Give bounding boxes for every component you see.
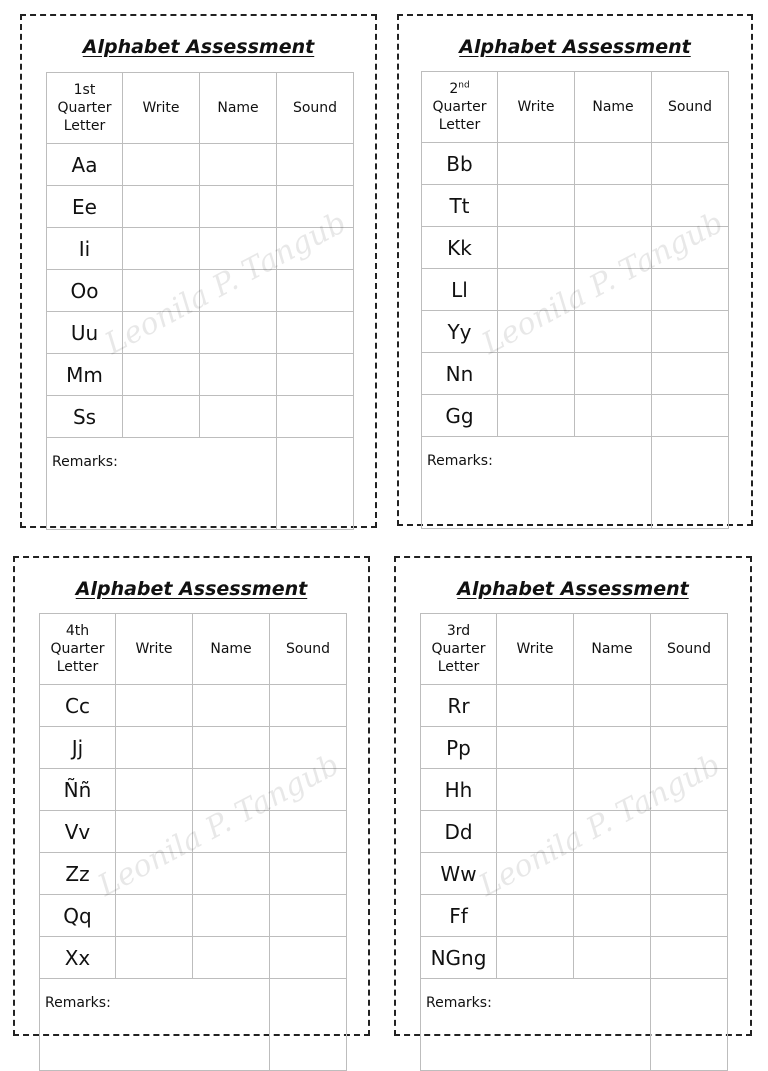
write-answer-cell[interactable]: [123, 396, 200, 438]
assessment-card: [394, 556, 752, 1036]
name-answer-cell[interactable]: [200, 354, 277, 396]
sound-column-header: Sound: [651, 614, 728, 685]
letter-cell: Ll: [422, 269, 498, 311]
watermark: Leonila P. Tangub: [92, 747, 346, 904]
name-answer-cell[interactable]: [574, 769, 651, 811]
letter-row: [421, 937, 728, 979]
sound-answer-cell[interactable]: [651, 769, 728, 811]
letter-cell: Oo: [47, 270, 123, 312]
letter-cell: Vv: [40, 811, 116, 853]
letter-cell: Zz: [40, 853, 116, 895]
sound-answer-cell[interactable]: [270, 769, 347, 811]
quarter-suffix: nd: [458, 80, 470, 91]
sound-answer-cell[interactable]: [652, 269, 729, 311]
write-answer-cell[interactable]: [123, 270, 200, 312]
quarter-letter-header: [421, 614, 497, 685]
letter-cell: Yy: [422, 311, 498, 353]
letter-cell: Mm: [47, 354, 123, 396]
sound-answer-cell[interactable]: [652, 185, 729, 227]
write-answer-cell[interactable]: [116, 685, 193, 727]
letter-cell: Ff: [421, 895, 497, 937]
name-answer-cell[interactable]: [193, 895, 270, 937]
quarter-word: Quarter: [431, 640, 486, 657]
sound-answer-cell[interactable]: [277, 186, 354, 228]
write-column-header: Write: [497, 614, 574, 685]
name-answer-cell[interactable]: [575, 227, 652, 269]
sound-column-header: Sound: [277, 73, 354, 144]
letter-row: [421, 895, 728, 937]
sound-answer-cell[interactable]: [651, 685, 728, 727]
quarter-number: 4th: [65, 622, 90, 639]
letter-cell: Pp: [421, 727, 497, 769]
write-answer-cell[interactable]: [498, 269, 575, 311]
sound-answer-cell[interactable]: [270, 811, 347, 853]
write-answer-cell[interactable]: [116, 937, 193, 979]
remarks-cell[interactable]: [40, 979, 270, 1071]
remarks-extra-cell[interactable]: [652, 437, 729, 529]
letter-cell: Ii: [47, 228, 123, 270]
letter-cell: Uu: [47, 312, 123, 354]
letter-row: [421, 811, 728, 853]
watermark: Leonila P. Tangub: [99, 205, 353, 362]
name-answer-cell[interactable]: [200, 144, 277, 186]
sound-answer-cell[interactable]: [652, 353, 729, 395]
assessment-card: [13, 556, 370, 1036]
sound-answer-cell[interactable]: [651, 727, 728, 769]
letter-row: [47, 270, 354, 312]
letter-row: [422, 227, 729, 269]
sound-answer-cell[interactable]: [277, 396, 354, 438]
remarks-cell[interactable]: [422, 437, 652, 529]
letter-cell: Ss: [47, 396, 123, 438]
letter-row: [40, 853, 347, 895]
name-answer-cell[interactable]: [200, 270, 277, 312]
letter-row: [47, 186, 354, 228]
quarter-number: 1st: [73, 81, 96, 98]
letter-cell: Qq: [40, 895, 116, 937]
sound-answer-cell[interactable]: [652, 143, 729, 185]
letter-cell: NGng: [421, 937, 497, 979]
letter-cell: Ee: [47, 186, 123, 228]
write-answer-cell[interactable]: [497, 685, 574, 727]
write-answer-cell[interactable]: [498, 185, 575, 227]
name-answer-cell[interactable]: [575, 353, 652, 395]
sound-answer-cell[interactable]: [277, 312, 354, 354]
sound-answer-cell[interactable]: [651, 811, 728, 853]
letter-row: [40, 937, 347, 979]
write-answer-cell[interactable]: [123, 228, 200, 270]
letter-row: [40, 727, 347, 769]
write-column-header: Write: [116, 614, 193, 685]
write-column-header: Write: [498, 72, 575, 143]
letter-word: Letter: [56, 659, 99, 676]
name-answer-cell[interactable]: [193, 769, 270, 811]
watermark: Leonila P. Tangub: [476, 205, 730, 362]
sound-answer-cell[interactable]: [651, 895, 728, 937]
write-answer-cell[interactable]: [497, 769, 574, 811]
quarter-letter-header: [40, 614, 116, 685]
quarter-word: Quarter: [50, 640, 105, 657]
sound-answer-cell[interactable]: [270, 937, 347, 979]
letter-row: [422, 143, 729, 185]
letter-row: [422, 269, 729, 311]
letter-row: [40, 769, 347, 811]
remarks-extra-cell[interactable]: [270, 979, 347, 1071]
letter-cell: Aa: [47, 144, 123, 186]
name-answer-cell[interactable]: [193, 853, 270, 895]
quarter-number: 2: [449, 80, 459, 97]
remarks-label: Remarks:: [45, 995, 111, 1011]
sound-column-header: Sound: [652, 72, 729, 143]
letter-word: Letter: [438, 117, 481, 134]
name-answer-cell[interactable]: [200, 228, 277, 270]
write-answer-cell[interactable]: [123, 312, 200, 354]
letter-cell: Xx: [40, 937, 116, 979]
sound-answer-cell[interactable]: [652, 311, 729, 353]
write-answer-cell[interactable]: [116, 811, 193, 853]
sound-answer-cell[interactable]: [652, 227, 729, 269]
sound-answer-cell[interactable]: [651, 937, 728, 979]
watermark: Leonila P. Tangub: [473, 747, 727, 904]
letter-row: [421, 853, 728, 895]
quarter-number: 3rd: [446, 622, 471, 639]
write-answer-cell[interactable]: [497, 895, 574, 937]
name-answer-cell[interactable]: [193, 937, 270, 979]
write-answer-cell[interactable]: [498, 143, 575, 185]
write-answer-cell[interactable]: [497, 937, 574, 979]
letter-row: [47, 354, 354, 396]
letter-row: [47, 144, 354, 186]
letter-row: [422, 395, 729, 437]
card-title: Alphabet Assessment: [457, 578, 689, 600]
name-answer-cell[interactable]: [574, 853, 651, 895]
card-title: Alphabet Assessment: [75, 578, 308, 600]
letter-word: Letter: [63, 118, 106, 135]
letter-row: [47, 228, 354, 270]
sound-answer-cell[interactable]: [270, 685, 347, 727]
remarks-cell[interactable]: [421, 979, 651, 1071]
name-answer-cell[interactable]: [574, 937, 651, 979]
letter-row: [40, 895, 347, 937]
write-answer-cell[interactable]: [498, 227, 575, 269]
letter-row: [421, 769, 728, 811]
assessment-card: [20, 14, 377, 528]
letter-cell: Kk: [422, 227, 498, 269]
name-column-header: Name: [193, 614, 270, 685]
remarks-label: Remarks:: [52, 454, 118, 470]
letter-cell: Ww: [421, 853, 497, 895]
sound-answer-cell[interactable]: [270, 895, 347, 937]
name-answer-cell[interactable]: [575, 185, 652, 227]
assessment-table: [39, 613, 347, 1071]
sound-answer-cell[interactable]: [277, 144, 354, 186]
sound-answer-cell[interactable]: [277, 354, 354, 396]
name-column-header: Name: [200, 73, 277, 144]
letter-row: [421, 685, 728, 727]
letter-row: [422, 353, 729, 395]
write-answer-cell[interactable]: [498, 353, 575, 395]
letter-cell: Ññ: [40, 769, 116, 811]
letter-cell: Gg: [422, 395, 498, 437]
name-answer-cell[interactable]: [200, 312, 277, 354]
name-answer-cell[interactable]: [575, 311, 652, 353]
write-answer-cell[interactable]: [497, 727, 574, 769]
assessment-table: [420, 613, 728, 1071]
name-answer-cell[interactable]: [574, 811, 651, 853]
letter-cell: Cc: [40, 685, 116, 727]
assessment-table: [421, 71, 729, 529]
write-answer-cell[interactable]: [498, 395, 575, 437]
write-answer-cell[interactable]: [116, 769, 193, 811]
card-title: Alphabet Assessment: [459, 36, 691, 58]
name-answer-cell[interactable]: [574, 685, 651, 727]
sound-answer-cell[interactable]: [277, 270, 354, 312]
name-answer-cell[interactable]: [193, 811, 270, 853]
letter-row: [47, 396, 354, 438]
name-answer-cell[interactable]: [575, 143, 652, 185]
letter-cell: Bb: [422, 143, 498, 185]
sound-answer-cell[interactable]: [277, 228, 354, 270]
remarks-extra-cell[interactable]: [651, 979, 728, 1071]
sound-answer-cell[interactable]: [270, 727, 347, 769]
letter-row: [421, 727, 728, 769]
name-answer-cell[interactable]: [193, 685, 270, 727]
name-answer-cell[interactable]: [575, 269, 652, 311]
sound-answer-cell[interactable]: [651, 853, 728, 895]
name-answer-cell[interactable]: [200, 396, 277, 438]
quarter-letter-header: [47, 73, 123, 144]
letter-row: [422, 185, 729, 227]
write-answer-cell[interactable]: [116, 727, 193, 769]
letter-row: [40, 811, 347, 853]
sound-column-header: Sound: [270, 614, 347, 685]
name-answer-cell[interactable]: [200, 186, 277, 228]
assessment-table: [46, 72, 354, 530]
name-answer-cell[interactable]: [193, 727, 270, 769]
name-column-header: Name: [575, 72, 652, 143]
write-column-header: Write: [123, 73, 200, 144]
quarter-letter-header: [422, 72, 498, 143]
name-answer-cell[interactable]: [574, 895, 651, 937]
write-answer-cell[interactable]: [123, 186, 200, 228]
sound-answer-cell[interactable]: [652, 395, 729, 437]
quarter-word: Quarter: [57, 99, 112, 116]
remarks-label: Remarks:: [426, 995, 492, 1011]
name-column-header: Name: [574, 614, 651, 685]
name-answer-cell[interactable]: [575, 395, 652, 437]
letter-row: [47, 312, 354, 354]
name-answer-cell[interactable]: [574, 727, 651, 769]
assessment-card: [397, 14, 753, 526]
letter-cell: Nn: [422, 353, 498, 395]
letter-word: Letter: [437, 659, 480, 676]
sound-answer-cell[interactable]: [270, 853, 347, 895]
letter-cell: Hh: [421, 769, 497, 811]
write-answer-cell[interactable]: [116, 895, 193, 937]
letter-row: [40, 685, 347, 727]
letter-cell: Tt: [422, 185, 498, 227]
letter-cell: Dd: [421, 811, 497, 853]
remarks-cell[interactable]: [47, 438, 277, 530]
remarks-extra-cell[interactable]: [277, 438, 354, 530]
remarks-label: Remarks:: [427, 453, 493, 469]
letter-row: [422, 311, 729, 353]
quarter-word: Quarter: [432, 98, 487, 115]
write-answer-cell[interactable]: [123, 144, 200, 186]
write-answer-cell[interactable]: [498, 311, 575, 353]
write-answer-cell[interactable]: [497, 853, 574, 895]
card-title: Alphabet Assessment: [82, 36, 315, 58]
write-answer-cell[interactable]: [497, 811, 574, 853]
write-answer-cell[interactable]: [116, 853, 193, 895]
write-answer-cell[interactable]: [123, 354, 200, 396]
letter-cell: Rr: [421, 685, 497, 727]
letter-cell: Jj: [40, 727, 116, 769]
